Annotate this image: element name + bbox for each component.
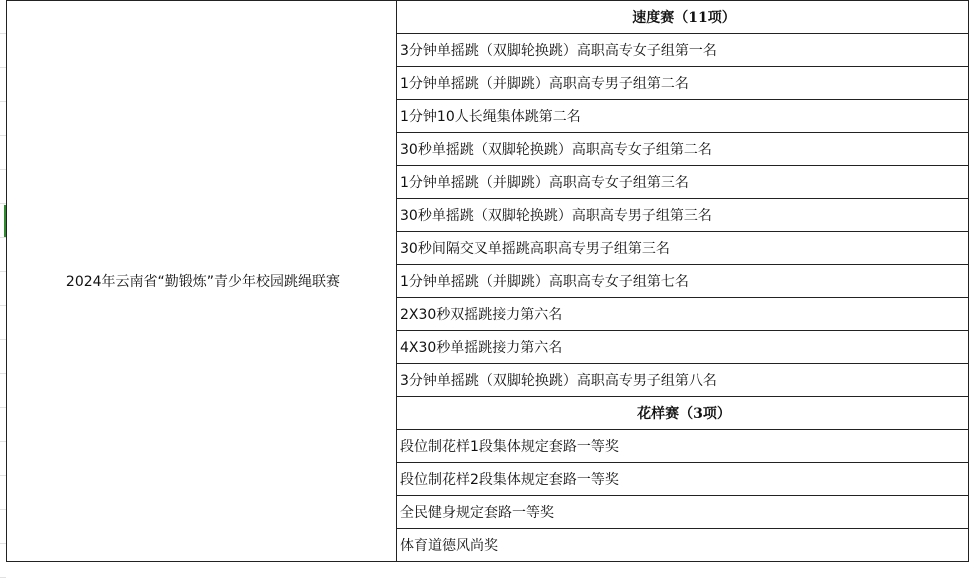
awards-table (6, 0, 969, 562)
speed-item-cell[interactable]: 3分钟单摇跳（双脚轮换跳）高职高专女子组第一名 (397, 34, 969, 67)
fancy-section-header[interactable]: 花样赛（3项） (397, 397, 969, 430)
speed-item-cell[interactable]: 30秒间隔交叉单摇跳高职高专男子组第三名 (397, 232, 969, 265)
fancy-item-cell[interactable]: 段位制花样1段集体规定套路一等奖 (397, 430, 969, 463)
table-row (7, 1, 969, 34)
event-name-cell[interactable]: 2024年云南省“勤锻炼”青少年校园跳绳联赛 (7, 1, 397, 562)
speed-item-cell[interactable]: 4X30秒单摇跳接力第六名 (397, 331, 969, 364)
speed-item-cell[interactable]: 1分钟10人长绳集体跳第二名 (397, 100, 969, 133)
speed-item-cell[interactable]: 1分钟单摇跳（并脚跳）高职高专女子组第三名 (397, 166, 969, 199)
fancy-item-cell[interactable]: 全民健身规定套路一等奖 (397, 496, 969, 529)
speed-item-cell[interactable]: 1分钟单摇跳（并脚跳）高职高专男子组第二名 (397, 67, 969, 100)
fancy-item-cell[interactable]: 段位制花样2段集体规定套路一等奖 (397, 463, 969, 496)
speed-item-cell[interactable]: 30秒单摇跳（双脚轮换跳）高职高专女子组第二名 (397, 133, 969, 166)
speed-item-cell[interactable]: 30秒单摇跳（双脚轮换跳）高职高专男子组第三名 (397, 199, 969, 232)
speed-item-cell[interactable]: 3分钟单摇跳（双脚轮换跳）高职高专男子组第八名 (397, 364, 969, 397)
fancy-item-cell[interactable]: 体育道德风尚奖 (397, 529, 969, 562)
speed-item-cell[interactable]: 1分钟单摇跳（并脚跳）高职高专女子组第七名 (397, 265, 969, 298)
speed-item-cell[interactable]: 2X30秒双摇跳接力第六名 (397, 298, 969, 331)
speed-section-header[interactable]: 速度赛（11项） (397, 1, 969, 34)
